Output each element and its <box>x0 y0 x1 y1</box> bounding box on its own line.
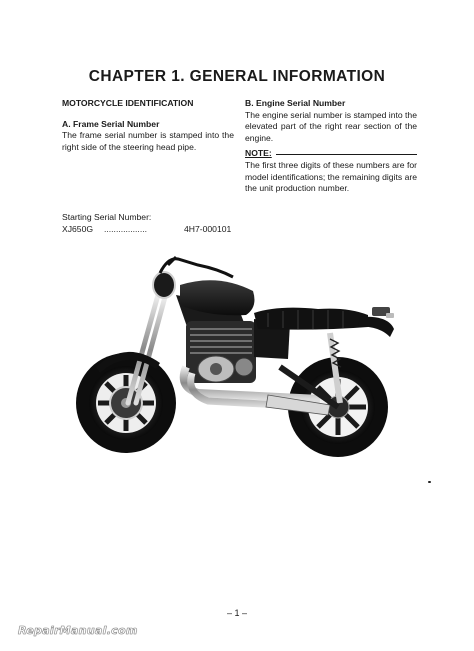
watermark-logo: RepairManual.com <box>18 624 138 637</box>
serial-leader-dots: .................. <box>104 223 147 234</box>
headlight <box>153 272 175 298</box>
seat <box>254 308 368 330</box>
serial-number: 4H7-000101 <box>184 223 232 234</box>
serial-model: XJ650G <box>62 223 94 234</box>
page-number: – 1 – <box>226 608 248 618</box>
serial-row <box>62 224 292 236</box>
note-label: NOTE: <box>245 148 272 159</box>
section-heading: MOTORCYCLE IDENTIFICATION <box>62 98 194 108</box>
engine <box>186 321 256 383</box>
chapter-title: CHAPTER 1. GENERAL INFORMATION <box>88 68 386 85</box>
left-column <box>62 98 234 153</box>
starting-serial-label: Starting Serial Number: <box>62 212 152 222</box>
note-text: The first three digits of these numbers are for model identifications; the remaining digits are the unit production number. <box>245 159 417 194</box>
engine-serial-text: The engine serial number is stamped into the elevated part of the right rear section of the engine. <box>245 109 417 143</box>
frame-serial-text: The frame serial number is stamped into the right side of the steering head pipe. <box>62 130 234 152</box>
print-speck <box>428 481 431 483</box>
note-divider <box>276 154 417 155</box>
right-column <box>245 98 417 195</box>
note-header <box>245 148 417 160</box>
engine-serial-heading: B. Engine Serial Number <box>245 98 346 108</box>
frame-serial-heading: A. Frame Serial Number <box>62 118 160 129</box>
starting-serial-block <box>62 212 292 236</box>
motorcycle-photo <box>68 255 418 470</box>
